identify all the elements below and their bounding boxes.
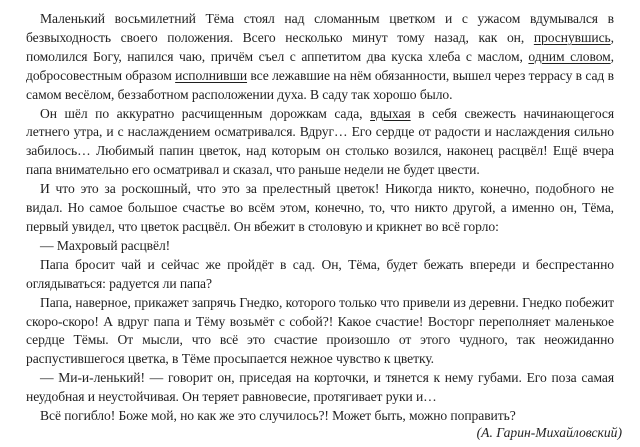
- text-run: в себя свежесть начинающегося летнего утра, и с наслаждением осматривался. Вдруг… Его сердце от радости и наслаждения сильно забилось… Любимый папин цветок, над которым он столько возился, наконец расцвёл! Ещё вчера папа внимательно его осматривал и сказал, что раньше недели не будет цвести.: [26, 105, 615, 178]
- paragraph: [26, 256, 614, 294]
- text-run: — Ми-и-ленький! — говорит он, приседая на корточки, и тянется к нему губами. Его поза самая неудобная и неустойчивая. Он теряет равновесие, протягивает руки и…: [26, 370, 614, 405]
- paragraph: [26, 369, 614, 407]
- underlined-word: проснувшись: [533, 29, 611, 45]
- paragraph: [26, 10, 614, 105]
- paragraph: [26, 237, 614, 256]
- underlined-word: вдыхая: [370, 105, 411, 121]
- text-run: Папа, наверное, прикажет запрячь Гнедко, которого только что привели из деревни. Гнедко побежит скоро-скоро! А вдруг папа и Тёму возьмёт с собой?! Какое счастие! Восторг переполняет маленькое сердце Тёмы. От мысли, что всё это счастие произошло от этого чудного, так неожиданно распустившегося цветка, в Тёме просыпается нежное чувство к цветку.: [26, 294, 614, 367]
- paragraph: [26, 294, 614, 370]
- paragraph: [26, 180, 614, 237]
- text-run: , добросовестным образом: [26, 48, 614, 83]
- underlined-word: одним словом: [528, 48, 611, 64]
- author-attribution: (А. Гарин-Михайловский): [476, 425, 622, 440]
- underlined-word: исполнивши: [175, 67, 248, 83]
- text-run: И что это за роскошный, что это за прелестный цветок! Никогда никто, конечно, подобного не видал. Но самое большое счастье во всём этом, конечно, то, что никто другой, а именно он, Тёма, первый увидел, что цветок расцвёл. Он вбежит в столовую и крикнет во всё горло:: [26, 181, 614, 234]
- text-run: — Махровый расцвёл!: [40, 237, 171, 253]
- story-text: [26, 10, 614, 426]
- paragraph: [26, 105, 614, 181]
- text-run: , помолился Богу, напился чаю, причём съел с аппетитом два куска хлеба с маслом,: [26, 29, 614, 64]
- text-run: Он шёл по аккуратно расчищенным дорожкам сада,: [40, 105, 371, 121]
- text-run: все лежавшие на нём обязанности, вышел через террасу в сад в самом весёлом, беззаботном расположении духа. В саду так хорошо было.: [26, 67, 614, 102]
- paragraph: [26, 407, 614, 426]
- text-run: Всё погибло! Боже мой, но как же это случилось?! Может быть, можно поправить?: [40, 408, 516, 424]
- text-run: Маленький восьмилетний Тёма стоял над сломанным цветком и с ужасом вдумывался в безвыходность своего положения. Всего несколько минут тому назад, как он,: [26, 11, 614, 45]
- text-run: Папа бросит чай и сейчас же пройдёт в сад. Он, Тёма, будет бежать впереди и беспрестанно оглядываться: радуется ли папа?: [26, 256, 614, 291]
